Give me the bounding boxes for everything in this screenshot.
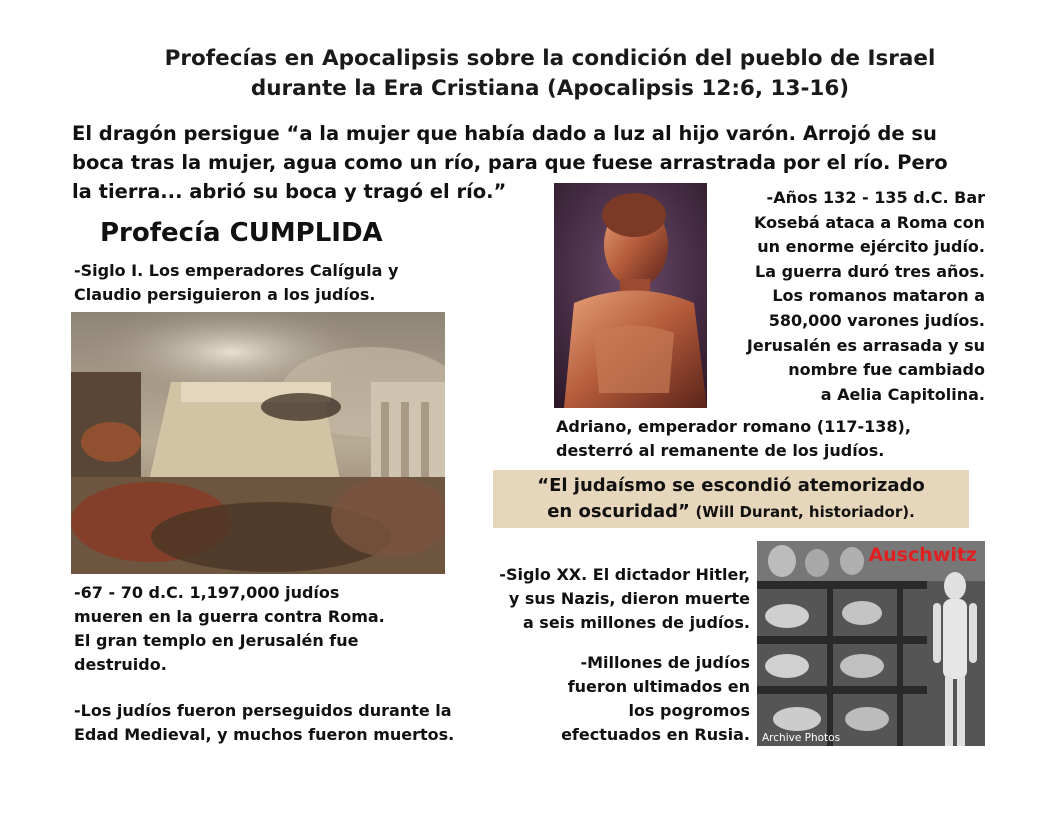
bar-kosiba-line-7: Jerusalén es arrasada y su: [746, 335, 985, 355]
hitler-line-1: -Siglo XX. El dictador Hitler,: [499, 565, 750, 584]
year-70-line-4: destruido.: [74, 655, 167, 674]
auschwitz-photo: [757, 541, 985, 746]
russia-line-1: -Millones de judíos: [580, 653, 750, 672]
page-title: [120, 44, 980, 104]
bar-kosiba-line-4: La guerra duró tres años.: [755, 261, 985, 281]
quote-line-2: boca tras la mujer, agua como un río, para que fuese arrastrada por el río. Pero: [72, 151, 948, 174]
medieval-line-2: Edad Medieval, y muchos fueron muertos.: [74, 725, 455, 744]
siglo-1-line-1: -Siglo I. Los emperadores Calígula y: [74, 261, 399, 280]
hitler-line-2: y sus Nazis, dieron muerte: [508, 589, 750, 608]
bar-kosiba-line-1: -Años 132 - 135 d.C. Bar: [766, 188, 985, 207]
quote-line-1: El dragón persigue “a la mujer que había dado a luz al hijo varón. Arrojó de su: [72, 122, 937, 145]
durant-attribution: (Will Durant, historiador).: [695, 503, 915, 521]
hitler-text: [450, 563, 750, 635]
adriano-line-2: desterró al remanente de los judíos.: [556, 441, 885, 460]
durant-line-2: en oscuridad”: [547, 501, 690, 522]
durant-quote-box: [493, 470, 969, 528]
medieval-line-1: -Los judíos fueron perseguidos durante la: [74, 701, 452, 720]
quote-line-3: la tierra... abrió su boca y tragó el río.”: [72, 180, 507, 203]
year-70-line-3: El gran templo en Jerusalén fue: [74, 631, 359, 650]
medieval-text: [74, 699, 454, 747]
adriano-line-1: Adriano, emperador romano (117-138),: [556, 417, 911, 436]
bar-kosiba-line-9: a Aelia Capitolina.: [820, 384, 985, 404]
auschwitz-photo-graphic: [757, 541, 985, 746]
temple-painting-graphic: [71, 312, 445, 574]
russia-line-2: fueron ultimados en: [567, 677, 750, 696]
bar-kosiba-line-5: Los romanos mataron a: [772, 286, 985, 306]
fulfilled-heading: Profecía CUMPLIDA: [100, 218, 383, 248]
title-line-2: durante la Era Cristiana (Apocalipsis 12:6, 13-16): [250, 76, 850, 101]
bar-kosiba-line-2: Kosebá ataca a Roma con: [754, 212, 985, 232]
year-70-line-2: mueren en la guerra contra Roma.: [74, 607, 385, 626]
durant-line-1: “El judaísmo se escondió atemorizado: [537, 475, 925, 496]
russia-pogroms-text: [490, 651, 750, 747]
bar-kosiba-line-3: un enorme ejército judío.: [757, 237, 985, 257]
archive-photos-credit: Archive Photos: [762, 732, 841, 744]
year-70-text: [74, 581, 385, 677]
hitler-line-3: a seis millones de judíos.: [522, 613, 750, 632]
temple-destruction-painting: [71, 312, 445, 574]
russia-line-4: efectuados en Rusia.: [561, 725, 750, 744]
auschwitz-label: Auschwitz: [868, 544, 977, 566]
title-line-1: Profecías en Apocalipsis sobre la condición del pueblo de Israel: [164, 46, 936, 71]
siglo-1-text: [74, 259, 398, 307]
siglo-1-line-2: Claudio persiguieron a los judíos.: [74, 285, 376, 304]
adriano-caption: [556, 415, 911, 463]
bar-kosiba-text: [685, 186, 985, 407]
bar-kosiba-line-8: nombre fue cambiado: [788, 360, 985, 380]
bar-kosiba-line-6: 580,000 varones judíos.: [768, 310, 985, 330]
russia-line-3: los pogromos: [628, 701, 750, 720]
year-70-line-1: -67 - 70 d.C. 1,197,000 judíos: [74, 583, 340, 602]
